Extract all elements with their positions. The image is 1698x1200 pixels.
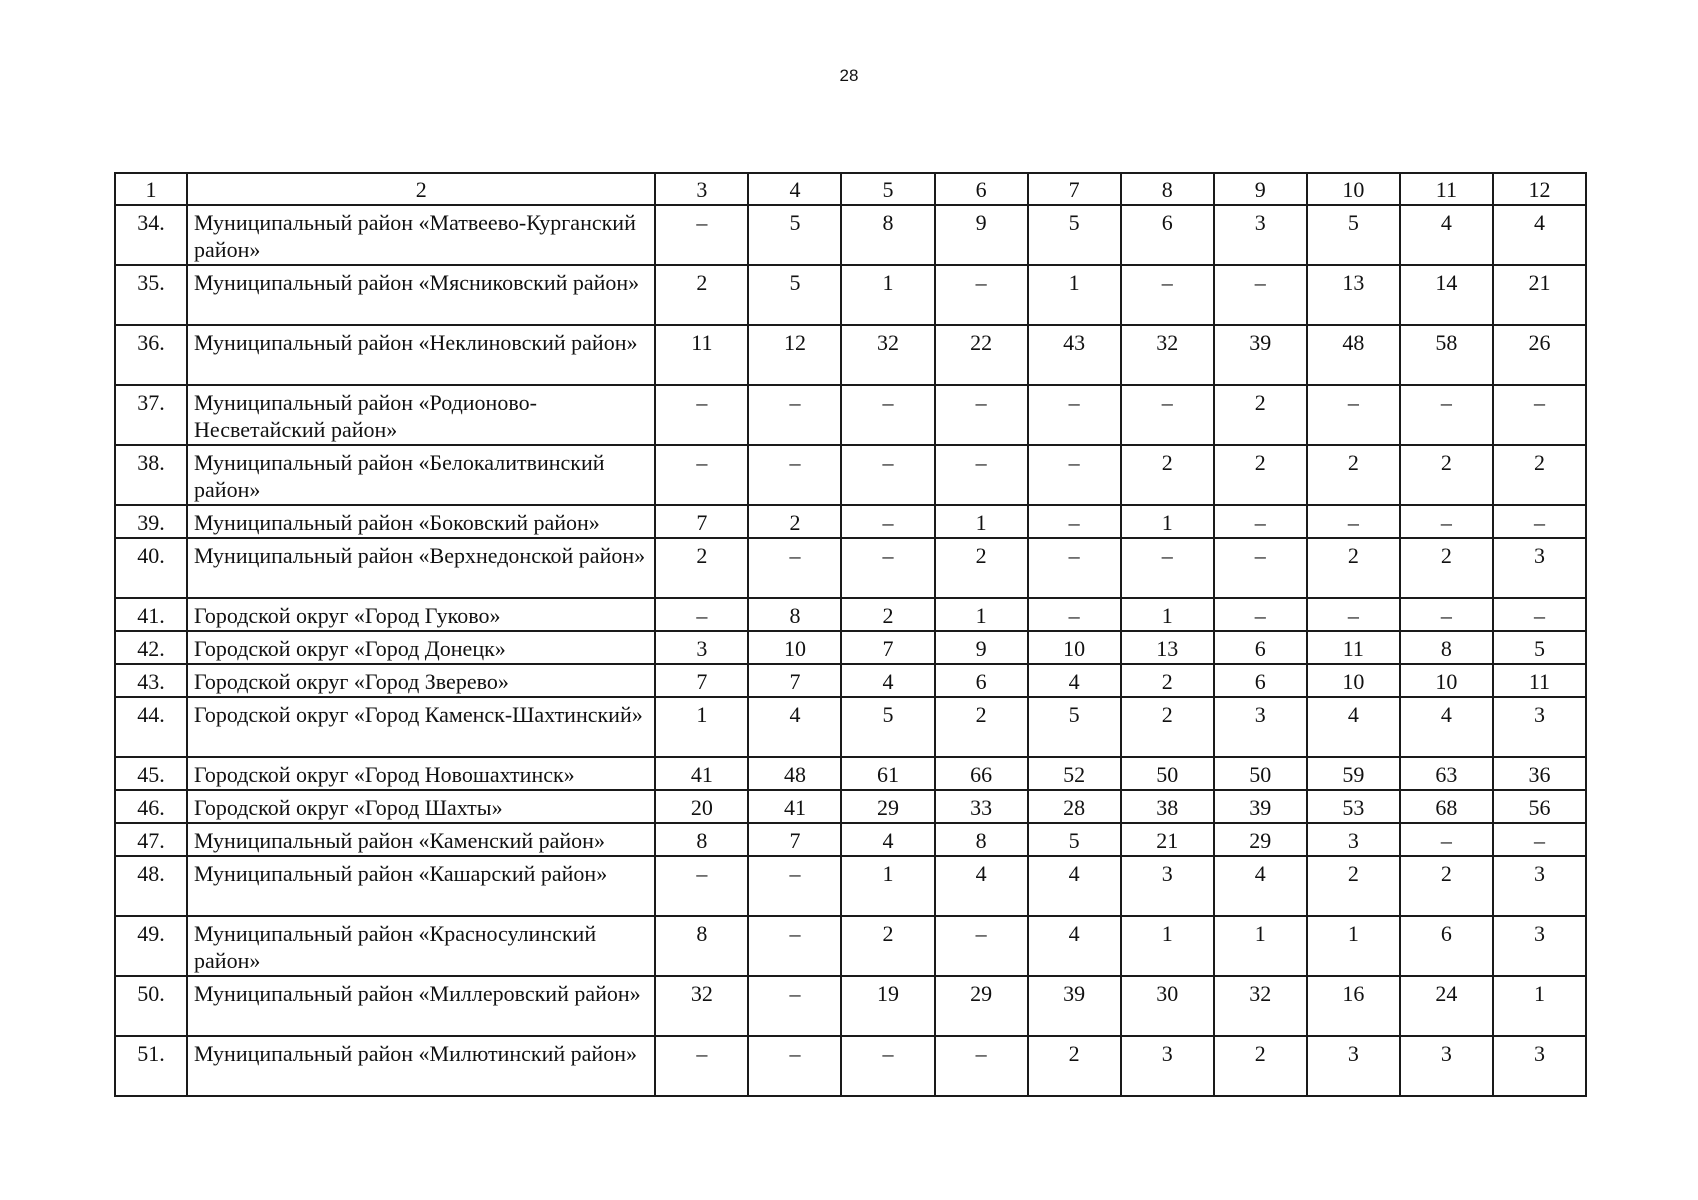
value-cell: 6 (935, 664, 1028, 697)
value-cell: 13 (1121, 631, 1214, 664)
value-cell: 4 (935, 856, 1028, 916)
value-cell: – (655, 205, 748, 265)
value-cell: 52 (1028, 757, 1121, 790)
value-cell: 21 (1121, 823, 1214, 856)
value-cell: 3 (1307, 823, 1400, 856)
municipality-name: Муниципальный район «Верхнедонской район» (187, 538, 655, 598)
column-header: 5 (841, 173, 934, 205)
value-cell: 32 (655, 976, 748, 1036)
municipality-name: Городской округ «Город Гуково» (187, 598, 655, 631)
value-cell: 36 (1493, 757, 1586, 790)
value-cell: 1 (841, 856, 934, 916)
municipality-name: Муниципальный район «Мясниковский район» (187, 265, 655, 325)
value-cell: – (655, 856, 748, 916)
value-cell: – (935, 265, 1028, 325)
row-number: 44. (115, 697, 187, 757)
value-cell: 33 (935, 790, 1028, 823)
column-header: 11 (1400, 173, 1493, 205)
municipality-name: Муниципальный район «Боковский район» (187, 505, 655, 538)
value-cell: 3 (1493, 538, 1586, 598)
value-cell: 6 (1214, 664, 1307, 697)
municipality-name: Муниципальный район «Белокалитвинский район» (187, 445, 655, 505)
value-cell: 2 (1121, 697, 1214, 757)
table-row (115, 445, 1586, 505)
row-number: 46. (115, 790, 187, 823)
value-cell: – (1400, 385, 1493, 445)
table-row (115, 697, 1586, 757)
value-cell: – (748, 445, 841, 505)
value-cell: 3 (1493, 856, 1586, 916)
value-cell: 7 (748, 664, 841, 697)
value-cell: 4 (1028, 856, 1121, 916)
value-cell: 9 (935, 631, 1028, 664)
value-cell: 41 (655, 757, 748, 790)
municipality-name: Городской округ «Город Шахты» (187, 790, 655, 823)
row-number: 36. (115, 325, 187, 385)
value-cell: 2 (1214, 385, 1307, 445)
value-cell: – (935, 1036, 1028, 1096)
column-header: 8 (1121, 173, 1214, 205)
table-row (115, 856, 1586, 916)
value-cell: 6 (1214, 631, 1307, 664)
value-cell: 1 (655, 697, 748, 757)
value-cell: 2 (1400, 538, 1493, 598)
value-cell: 22 (935, 325, 1028, 385)
value-cell: 14 (1400, 265, 1493, 325)
column-header: 12 (1493, 173, 1586, 205)
row-number: 50. (115, 976, 187, 1036)
value-cell: 10 (748, 631, 841, 664)
value-cell: 48 (1307, 325, 1400, 385)
row-number: 34. (115, 205, 187, 265)
value-cell: – (1121, 538, 1214, 598)
value-cell: 4 (841, 823, 934, 856)
value-cell: 1 (1214, 916, 1307, 976)
municipality-name: Муниципальный район «Родионово-Несветайский район» (187, 385, 655, 445)
table-row (115, 505, 1586, 538)
value-cell: 3 (1493, 697, 1586, 757)
value-cell: 2 (1121, 664, 1214, 697)
row-number: 45. (115, 757, 187, 790)
value-cell: – (1493, 598, 1586, 631)
value-cell: 1 (1121, 916, 1214, 976)
value-cell: 9 (935, 205, 1028, 265)
value-cell: 10 (1028, 631, 1121, 664)
value-cell: 53 (1307, 790, 1400, 823)
value-cell: 30 (1121, 976, 1214, 1036)
value-cell: 3 (1121, 856, 1214, 916)
value-cell: 8 (1400, 631, 1493, 664)
municipality-name: Муниципальный район «Матвеево-Курганский район» (187, 205, 655, 265)
value-cell: 10 (1400, 664, 1493, 697)
value-cell: – (1121, 385, 1214, 445)
value-cell: 16 (1307, 976, 1400, 1036)
value-cell: 39 (1028, 976, 1121, 1036)
value-cell: – (841, 385, 934, 445)
column-header: 9 (1214, 173, 1307, 205)
table-row (115, 385, 1586, 445)
value-cell: 63 (1400, 757, 1493, 790)
table-row (115, 265, 1586, 325)
value-cell: – (1028, 505, 1121, 538)
value-cell: 11 (1493, 664, 1586, 697)
value-cell: 7 (655, 505, 748, 538)
value-cell: 13 (1307, 265, 1400, 325)
column-header: 4 (748, 173, 841, 205)
value-cell: 4 (1400, 697, 1493, 757)
value-cell: 59 (1307, 757, 1400, 790)
column-header: 10 (1307, 173, 1400, 205)
value-cell: 8 (841, 205, 934, 265)
value-cell: 2 (748, 505, 841, 538)
municipality-name: Городской округ «Город Каменск-Шахтинский» (187, 697, 655, 757)
value-cell: 3 (1400, 1036, 1493, 1096)
value-cell: – (1028, 538, 1121, 598)
value-cell: – (1028, 445, 1121, 505)
value-cell: – (841, 538, 934, 598)
value-cell: 6 (1400, 916, 1493, 976)
value-cell: 50 (1121, 757, 1214, 790)
column-header: 7 (1028, 173, 1121, 205)
value-cell: 1 (1121, 598, 1214, 631)
value-cell: 1 (1307, 916, 1400, 976)
value-cell: 1 (1121, 505, 1214, 538)
value-cell: 1 (1493, 976, 1586, 1036)
value-cell: 39 (1214, 325, 1307, 385)
value-cell: 61 (841, 757, 934, 790)
statistics-table (114, 172, 1587, 1097)
value-cell: 1 (841, 265, 934, 325)
value-cell: 2 (935, 538, 1028, 598)
value-cell: – (1400, 598, 1493, 631)
value-cell: – (655, 1036, 748, 1096)
value-cell: 12 (748, 325, 841, 385)
value-cell: 11 (655, 325, 748, 385)
column-header: 6 (935, 173, 1028, 205)
row-number: 51. (115, 1036, 187, 1096)
row-number: 41. (115, 598, 187, 631)
value-cell: 32 (841, 325, 934, 385)
row-number: 48. (115, 856, 187, 916)
value-cell: – (748, 856, 841, 916)
value-cell: 8 (935, 823, 1028, 856)
municipality-name: Городской округ «Город Зверево» (187, 664, 655, 697)
table-row (115, 1036, 1586, 1096)
value-cell: – (935, 385, 1028, 445)
table-row (115, 538, 1586, 598)
value-cell: 66 (935, 757, 1028, 790)
value-cell: 50 (1214, 757, 1307, 790)
value-cell: 3 (1493, 1036, 1586, 1096)
value-cell: 2 (1028, 1036, 1121, 1096)
value-cell: 29 (1214, 823, 1307, 856)
municipality-name: Городской округ «Город Донецк» (187, 631, 655, 664)
value-cell: 1 (935, 598, 1028, 631)
value-cell: 20 (655, 790, 748, 823)
value-cell: 5 (748, 205, 841, 265)
value-cell: – (1493, 385, 1586, 445)
value-cell: – (1214, 538, 1307, 598)
value-cell: – (655, 385, 748, 445)
value-cell: – (841, 1036, 934, 1096)
table-row (115, 205, 1586, 265)
value-cell: 5 (748, 265, 841, 325)
municipality-name: Муниципальный район «Неклиновский район» (187, 325, 655, 385)
value-cell: – (655, 598, 748, 631)
value-cell: – (1307, 505, 1400, 538)
value-cell: – (1400, 823, 1493, 856)
value-cell: – (748, 1036, 841, 1096)
value-cell: – (935, 445, 1028, 505)
value-cell: 24 (1400, 976, 1493, 1036)
value-cell: 2 (1214, 445, 1307, 505)
table-row (115, 664, 1586, 697)
value-cell: 3 (1214, 205, 1307, 265)
value-cell: 3 (655, 631, 748, 664)
column-header: 3 (655, 173, 748, 205)
value-cell: 58 (1400, 325, 1493, 385)
value-cell: 2 (655, 265, 748, 325)
value-cell: 29 (935, 976, 1028, 1036)
value-cell: – (1214, 265, 1307, 325)
municipality-name: Муниципальный район «Каменский район» (187, 823, 655, 856)
value-cell: 4 (748, 697, 841, 757)
value-cell: 7 (748, 823, 841, 856)
municipality-name: Муниципальный район «Кашарский район» (187, 856, 655, 916)
value-cell: – (655, 445, 748, 505)
value-cell: 2 (1307, 445, 1400, 505)
value-cell: 3 (1214, 697, 1307, 757)
row-number: 40. (115, 538, 187, 598)
value-cell: 41 (748, 790, 841, 823)
table-body (115, 173, 1586, 1096)
table-row (115, 757, 1586, 790)
value-cell: – (748, 976, 841, 1036)
value-cell: 5 (1307, 205, 1400, 265)
row-number: 47. (115, 823, 187, 856)
value-cell: 2 (935, 697, 1028, 757)
value-cell: – (841, 505, 934, 538)
value-cell: 7 (655, 664, 748, 697)
municipality-name: Городской округ «Город Новошахтинск» (187, 757, 655, 790)
value-cell: 32 (1214, 976, 1307, 1036)
value-cell: 6 (1121, 205, 1214, 265)
value-cell: – (1307, 385, 1400, 445)
value-cell: – (1121, 265, 1214, 325)
value-cell: 26 (1493, 325, 1586, 385)
value-cell: 10 (1307, 664, 1400, 697)
table-row (115, 823, 1586, 856)
value-cell: – (1214, 505, 1307, 538)
value-cell: 48 (748, 757, 841, 790)
value-cell: 1 (1028, 265, 1121, 325)
value-cell: 4 (1214, 856, 1307, 916)
value-cell: – (841, 445, 934, 505)
table-row (115, 325, 1586, 385)
value-cell: 3 (1121, 1036, 1214, 1096)
value-cell: 4 (1307, 697, 1400, 757)
value-cell: 19 (841, 976, 934, 1036)
value-cell: 4 (1493, 205, 1586, 265)
value-cell: 2 (1400, 445, 1493, 505)
value-cell: 4 (841, 664, 934, 697)
value-cell: 38 (1121, 790, 1214, 823)
municipality-name: Муниципальный район «Красносулинский район» (187, 916, 655, 976)
value-cell: 2 (1214, 1036, 1307, 1096)
value-cell: 2 (1307, 538, 1400, 598)
column-header: 2 (187, 173, 655, 205)
value-cell: 5 (1028, 697, 1121, 757)
value-cell: 5 (1028, 823, 1121, 856)
value-cell: 2 (1307, 856, 1400, 916)
value-cell: 29 (841, 790, 934, 823)
table-row (115, 916, 1586, 976)
value-cell: 8 (655, 823, 748, 856)
value-cell: 2 (1400, 856, 1493, 916)
value-cell: 39 (1214, 790, 1307, 823)
value-cell: 21 (1493, 265, 1586, 325)
value-cell: 2 (841, 916, 934, 976)
value-cell: – (1493, 823, 1586, 856)
value-cell: – (1214, 598, 1307, 631)
value-cell: 11 (1307, 631, 1400, 664)
value-cell: 4 (1028, 916, 1121, 976)
value-cell: – (1307, 598, 1400, 631)
value-cell: 8 (655, 916, 748, 976)
value-cell: 3 (1307, 1036, 1400, 1096)
page-number: 28 (839, 66, 859, 85)
value-cell: – (748, 916, 841, 976)
value-cell: 1 (935, 505, 1028, 538)
row-number: 43. (115, 664, 187, 697)
value-cell: 2 (655, 538, 748, 598)
value-cell: 28 (1028, 790, 1121, 823)
value-cell: 68 (1400, 790, 1493, 823)
row-number: 35. (115, 265, 187, 325)
value-cell: 4 (1028, 664, 1121, 697)
row-number: 49. (115, 916, 187, 976)
value-cell: 56 (1493, 790, 1586, 823)
municipality-name: Муниципальный район «Миллеровский район» (187, 976, 655, 1036)
value-cell: 3 (1493, 916, 1586, 976)
value-cell: 32 (1121, 325, 1214, 385)
value-cell: – (1028, 598, 1121, 631)
column-header: 1 (115, 173, 187, 205)
value-cell: 7 (841, 631, 934, 664)
table-row (115, 976, 1586, 1036)
value-cell: 4 (1400, 205, 1493, 265)
table-row (115, 631, 1586, 664)
value-cell: 5 (1028, 205, 1121, 265)
value-cell: – (1493, 505, 1586, 538)
table-row (115, 790, 1586, 823)
value-cell: – (748, 385, 841, 445)
value-cell: – (748, 538, 841, 598)
row-number: 38. (115, 445, 187, 505)
table-row (115, 598, 1586, 631)
value-cell: 2 (1493, 445, 1586, 505)
value-cell: 43 (1028, 325, 1121, 385)
row-number: 42. (115, 631, 187, 664)
row-number: 39. (115, 505, 187, 538)
table-header-row (115, 173, 1586, 205)
value-cell: 5 (1493, 631, 1586, 664)
value-cell: 2 (841, 598, 934, 631)
row-number: 37. (115, 385, 187, 445)
value-cell: 5 (841, 697, 934, 757)
value-cell: 2 (1121, 445, 1214, 505)
value-cell: – (1028, 385, 1121, 445)
value-cell: – (935, 916, 1028, 976)
value-cell: 8 (748, 598, 841, 631)
value-cell: – (1400, 505, 1493, 538)
municipality-name: Муниципальный район «Милютинский район» (187, 1036, 655, 1096)
